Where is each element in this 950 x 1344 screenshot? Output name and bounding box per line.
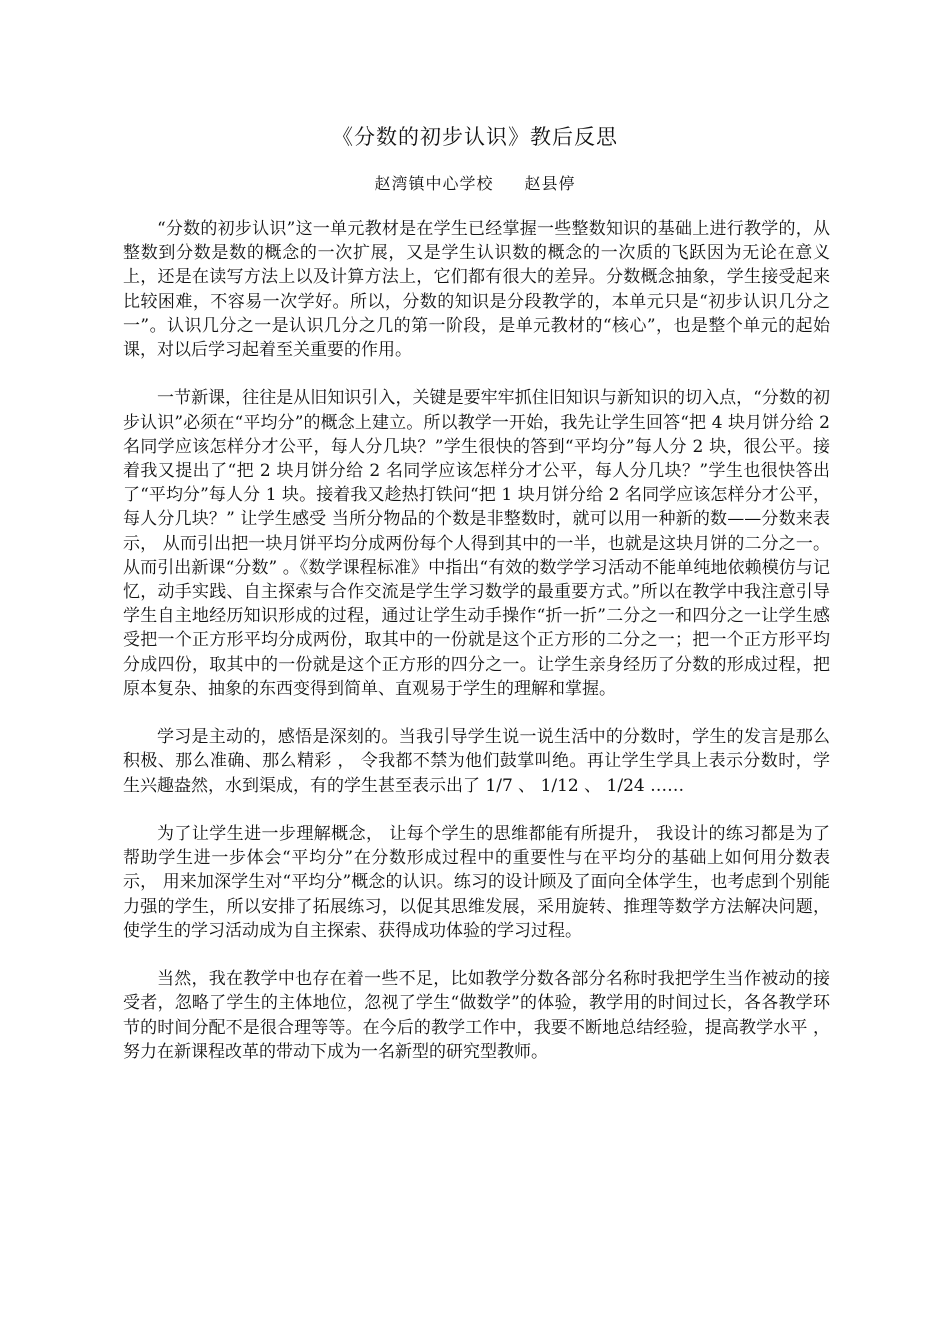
school-name: 赵湾镇中心学校: [374, 174, 494, 193]
author-name: 赵县停: [524, 174, 576, 193]
paragraph-active-learning: 学习是主动的，感悟是深刻的。当我引导学生说一说生活中的分数时，学生的发言是那么积极、那么准确、那么精彩 ， 令我都不禁为他们鼓掌叫绝。再让学生学具上表示分数时，学生兴趣盎然，水到渠成，有的学生甚至表示出了 1/7 、 1/12 、 1/24 ……: [123, 727, 830, 796]
byline: [0, 171, 950, 197]
paragraph-intro: “分数的初步认识”这一单元教材是在学生已经掌握一些整数知识的基础上进行教学的，从整数到分数是数的概念的一次扩展，又是学生认识数的概念的一次质的飞跃因为无论在意义上，还是在读写方法上以及计算方法上，它们都有很大的差异。分数概念抽象，学生接受起来比较困难，不容易一次学好。所以，分数的知识是分段教学的，本单元只是“初步认识几分之一”。认识几分之一是认识几分之几的第一阶段，是单元教材的“核心”，也是整个单元的起始课，对以后学习起着至关重要的作用。: [123, 219, 830, 361]
paragraph-shortcomings: 当然，我在教学中也存在着一些不足，比如教学分数各部分名称时我把学生当作被动的接受者，忽略了学生的主体地位，忽视了学生“做数学”的体验，教学用的时间过长，各各教学环节的时间分配不是很合理等等。在今后的教学工作中，我要不断地总结经验，提高教学水平 ， 努力在新课程改革的带动下成为一名新型的研究型教师。: [123, 969, 830, 1062]
document-body: [123, 217, 830, 1088]
document-title: 《分数的初步认识》教后反思: [332, 125, 618, 149]
paragraph-lesson-introduction: 一节新课，往往是从旧知识引入，关键是要牢牢抓住旧知识与新知识的切入点，“分数的初步认识”必须在“平均分”的概念上建立。所以教学一开始，我先让学生回答“把 4 块月饼分给 2 名同学应该怎样分才公平，每人分几块？”学生很快的答到“平均分”每人分 2 块，很公平。接着我又提出了“把 2 块月饼分给 2 名同学应该怎样分才公平，每人分几块？”学生也很快答出了“平均分”每人分 1 块。接着我又趁热打铁问“把 1 块月饼分给 2 名同学应该怎样分才公平，每人分几块？” 让学生感受 当所分物品的个数是非整数时，就可以用一种新的数——分数来表示， 从而引出把一块月饼平均分成两份每个人得到其中的一半，也就是这块月饼的二分之一。从而引出新课“分数” 。《数学课程标准》中指出“有效的数学学习活动不能单纯地依赖模仿与记忆，动手实践、自主探索与合作交流是学生学习数学的最重要方式。”所以在教学中我注意引导学生自主地经历知识形成的过程，通过让学生动手操作“折一折”二分之一和四分之一让学生感受把一个正方形平均分成两份，取其中的一份就是这个正方形的二分之一；把一个正方形平均分成四份，取其中的一份就是这个正方形的四分之一。让学生亲身经历了分数的形成过程，把原本复杂、抽象的东西变得到简单、直观易于学生的理解和掌握。: [123, 388, 830, 699]
paragraph-exercises: 为了让学生进一步理解概念， 让每个学生的思维都能有所提升， 我设计的练习都是为了帮助学生进一步体会“平均分”在分数形成过程中的重要性与在平均分的基础上如何用分数表示， 用来加深学生对“平均分”概念的认识。练习的设计顾及了面向全体学生，也考虑到个别能力强的学生，所以安排了拓展练习，以促其思维发展，采用旋转、推理等数学方法解决问题，使学生的学习活动成为自主探索、获得成功体验的学习过程。: [123, 824, 830, 941]
